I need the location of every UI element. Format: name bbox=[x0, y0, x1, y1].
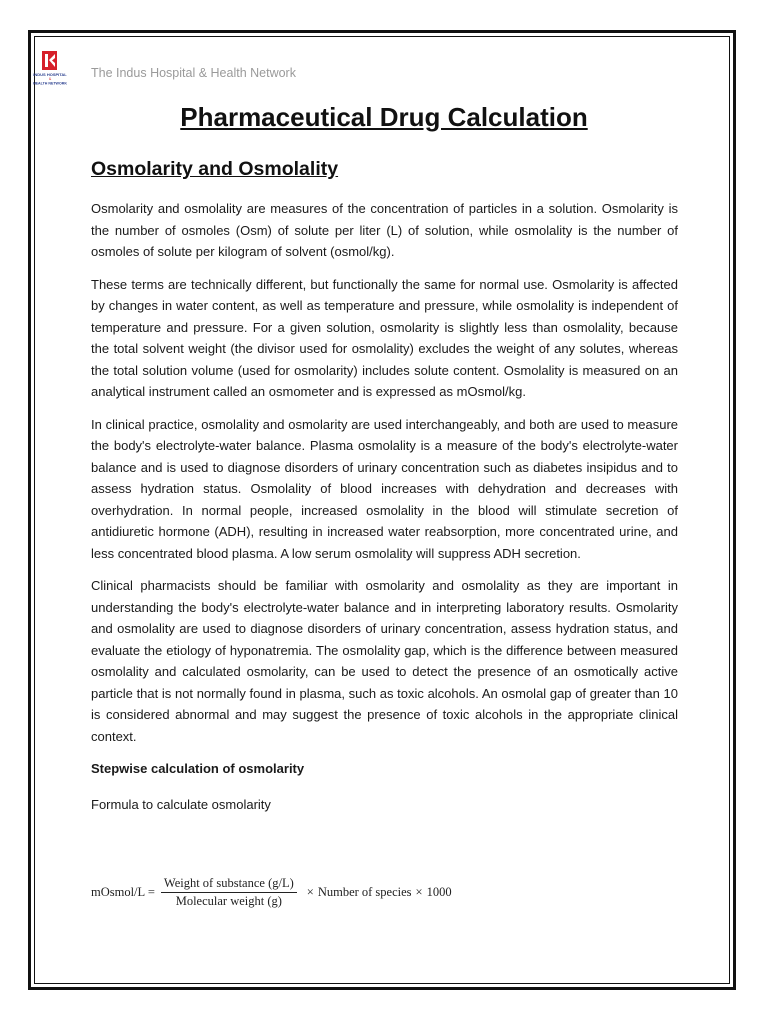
formula-factor: Number of species bbox=[317, 885, 412, 899]
logo-text-line3: HEALTH NETWORK bbox=[33, 81, 67, 86]
formula-times: × bbox=[415, 885, 423, 899]
document-body bbox=[91, 198, 678, 826]
logo-text-line2: & bbox=[48, 77, 52, 81]
osmolarity-formula bbox=[91, 876, 452, 909]
paragraph: Osmolarity and osmolality are measures of the concentration of particles in a solution. Osmolarity is the number of osmoles (Osm) of solute per liter (L) of solution, while osmolality is the number of osmoles of solute per kilogram of solvent (osmol/kg). bbox=[91, 201, 678, 259]
formula-times: × bbox=[306, 885, 314, 899]
subheading: Stepwise calculation of osmolarity bbox=[91, 761, 305, 776]
paragraph: Clinical pharmacists should be familiar with osmolarity and osmolality as they are important in understanding the body's electrolyte-water balance and in interpreting laboratory results. Osmolarity and osmolality are used to diagnose disorders of urinary concentration, assess hydration status, and evaluate the etiology of hyponatremia. The osmolality gap, which is the difference between measured osmolality and calculated osmolarity, can be used to detect the presence of an osmotically active particle that is not normally found in plasma, such as toxic alcohols. An osmolal gap of greater than 10 is considered abnormal and may suggest the presence of toxic alcohols in the appropriate clinical context. bbox=[91, 578, 678, 744]
formula-intro: Formula to calculate osmolarity bbox=[91, 796, 271, 812]
formula-fraction bbox=[161, 876, 297, 909]
logo-mark bbox=[42, 51, 57, 70]
organization-name: The Indus Hospital & Health Network bbox=[91, 66, 296, 80]
indus-hospital-logo bbox=[33, 50, 84, 88]
logo-text-line1: INDUS HOSPITAL bbox=[33, 72, 67, 77]
section-heading: Osmolarity and Osmolality bbox=[91, 158, 339, 180]
formula-factor: 1000 bbox=[426, 885, 452, 899]
formula-numerator: Weight of substance (g/L) bbox=[161, 876, 297, 893]
formula-denominator: Molecular weight (g) bbox=[175, 894, 282, 908]
formula-lhs: mOsmol/L = bbox=[91, 885, 155, 899]
page-title: Pharmaceutical Drug Calculation bbox=[180, 102, 588, 132]
paragraph: These terms are technically different, but functionally the same for normal use. Osmolarity is affected by changes in water content, as well as temperature and pressure, while osmolality is independent of temperature and pressure. For a given solution, osmolarity is slightly less than osmolality, because the total solvent weight (the divisor used for osmolality) excludes the weight of any solutes, whereas the total solution volume (used for osmolarity) includes solute content. Osmolality is measured on an analytical instrument called an osmometer and is expressed as mOsmol/kg. bbox=[91, 276, 678, 399]
paragraph: In clinical practice, osmolality and osmolarity are used interchangeably, and both are used to measure the body's electrolyte-water balance. Plasma osmolality is a measure of the body's electrolyte-water balance and is used to diagnose disorders of urinary concentration such as diabetes insipidus and to assess hydration status. Osmolality of blood increases with dehydration and decreases with overhydration. In normal people, increased osmolality in the blood will stimulate secretion of antidiuretic hormone (ADH), resulting in increased water reabsorption, more concentrated urine, and less concentrated blood plasma. A low serum osmolality will suppress ADH secretion. bbox=[91, 416, 678, 561]
